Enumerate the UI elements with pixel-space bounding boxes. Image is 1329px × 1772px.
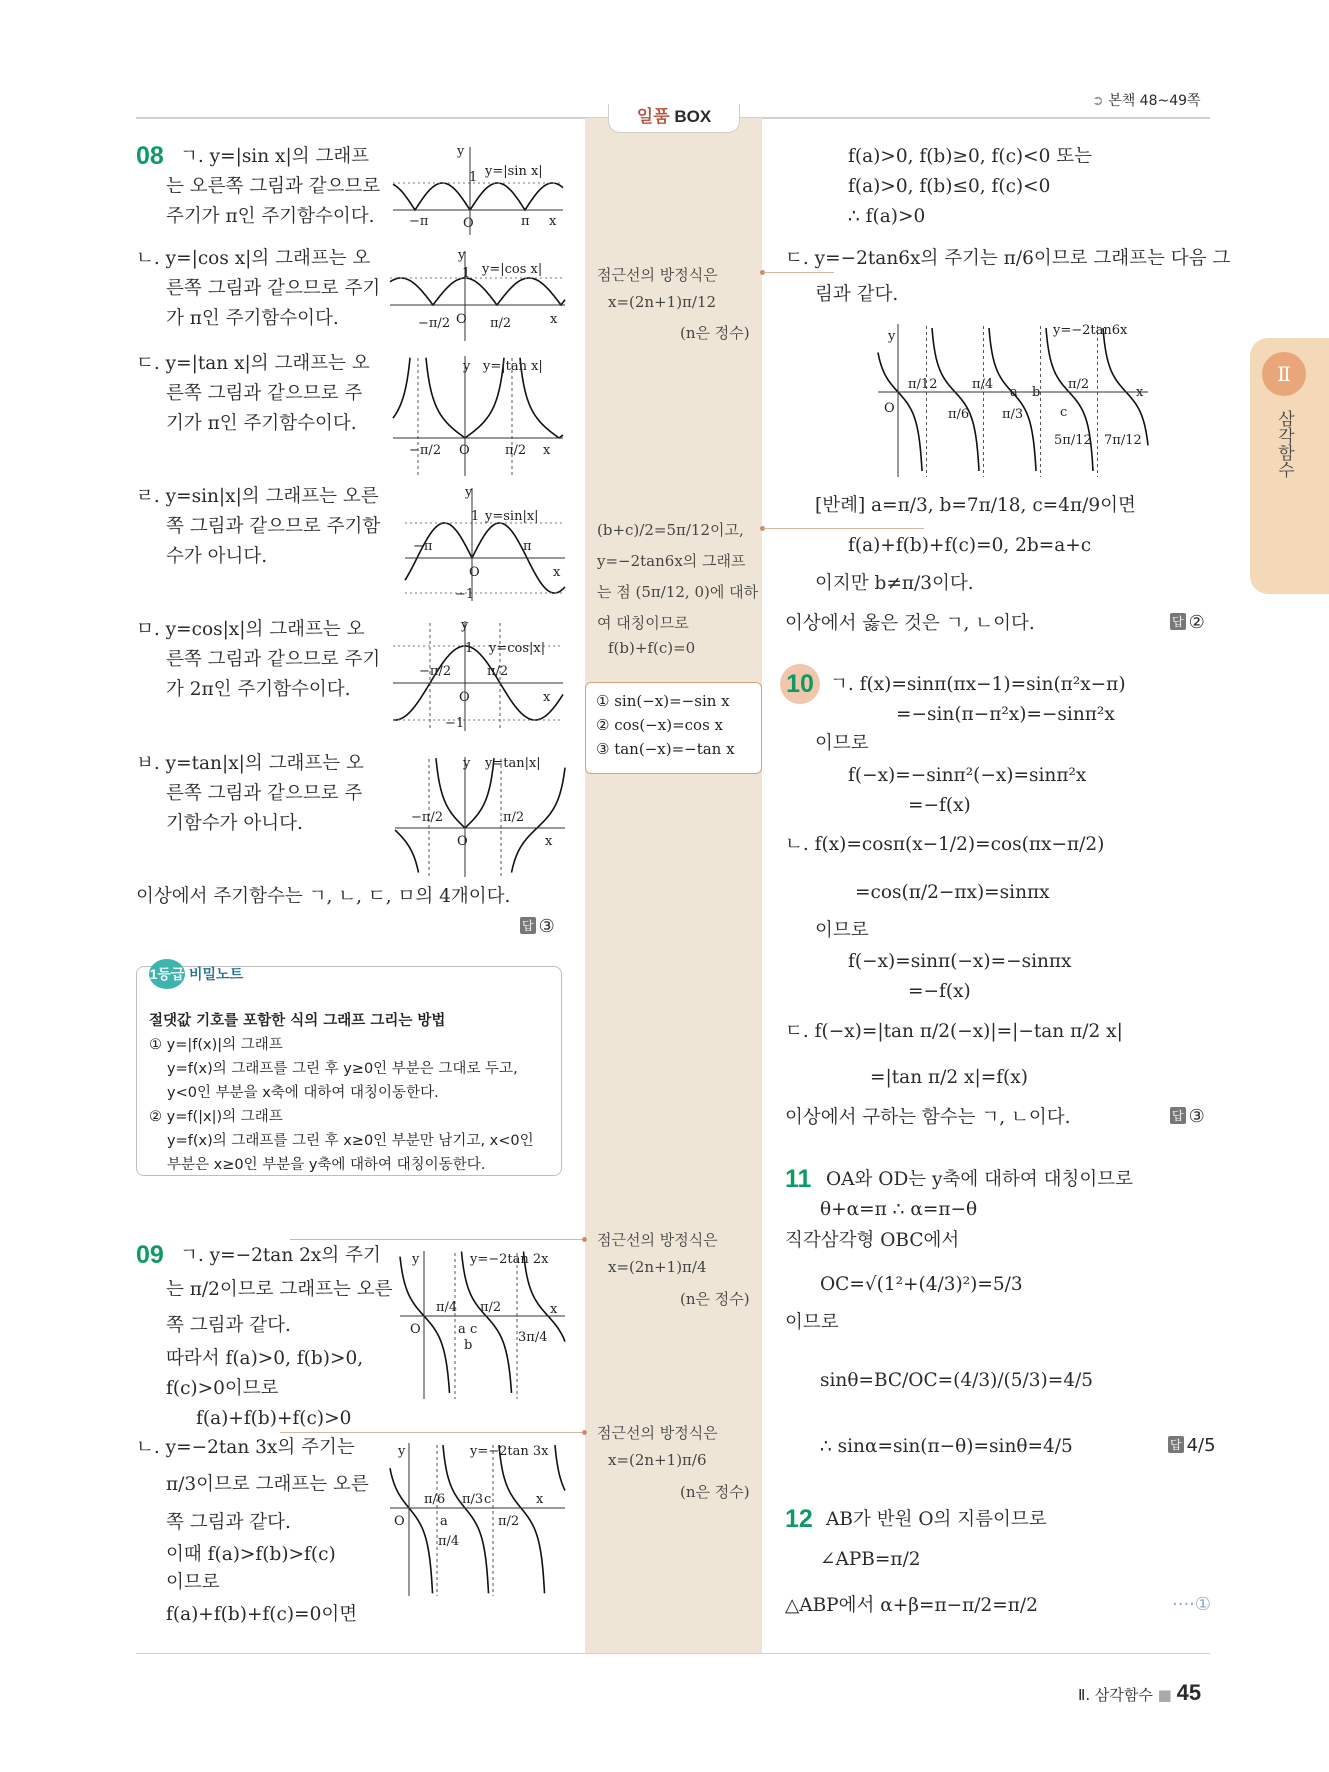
text-line: 림과 같다. [815, 284, 899, 305]
text-line: 쪽 그림과 같다. [166, 1315, 291, 1336]
problem-number-10: 10 [780, 664, 820, 704]
note-heading: 절댓값 기호를 포함한 식의 그래프 그리는 방법 [149, 1013, 446, 1029]
problem-number-12: 12 [785, 1505, 813, 1533]
text-line: f(a)>0, f(b)≥0, f(c)<0 또는 [848, 146, 1093, 167]
curve-label: y=tan|x| [485, 756, 541, 771]
problem-number-11: 11 [785, 1165, 812, 1193]
text-line: 이므로 [785, 1312, 839, 1333]
function-curve [390, 1445, 565, 1593]
tick-label: π/6 [948, 407, 970, 422]
tick-label: π/6 [424, 1492, 446, 1507]
text-line: AB가 반원 O의 지름이므로 [826, 1509, 1047, 1530]
point-label: c [470, 1322, 478, 1337]
summary-line: 이상에서 구하는 함수는 ㄱ, ㄴ이다. [785, 1107, 1071, 1128]
footer-chapter: Ⅱ. 삼각함수 [1078, 1686, 1153, 1704]
text-line: ㄴ. y=|cos x|의 그래프는 오 [136, 248, 371, 269]
text-line: f(a)+f(b)+f(c)>0 [196, 1408, 352, 1429]
axis-label: y [412, 1252, 420, 1267]
text-line: 이므로 [815, 733, 869, 754]
text-line: 가 π인 주기함수이다. [166, 308, 339, 329]
tick-label: −π/2 [418, 316, 451, 331]
text-line: 른쪽 그림과 같으므로 주기 [166, 278, 381, 299]
tick-label: −π [413, 539, 433, 554]
summary-line: 이상에서 옳은 것은 ㄱ, ㄴ이다. [785, 613, 1035, 634]
text-line: 른쪽 그림과 같으므로 주 [166, 383, 363, 404]
answer-value: ② [1188, 612, 1205, 633]
point-label: b [464, 1338, 473, 1353]
text-line: θ+α=π ∴ α=π−θ [820, 1199, 978, 1220]
answer-value: ③ [538, 916, 555, 937]
tick-label: π/12 [908, 377, 938, 392]
leader-line [764, 272, 834, 273]
tick-label: π/2 [505, 443, 527, 458]
graph-abs-cos [390, 249, 565, 341]
answer-10 [1170, 1106, 1205, 1127]
text-line: 쪽 그림과 같다. [166, 1512, 291, 1533]
text-line: ㄷ. f(−x)=|tan π/2(−x)|=|−tan π/2 x| [785, 1021, 1123, 1042]
axis-label: y [463, 756, 471, 771]
text-line: =−f(x) [908, 795, 971, 816]
leader-dot [582, 1430, 587, 1435]
tick-label: 7π/12 [1104, 433, 1142, 448]
text-line: 기가 π인 주기함수이다. [166, 413, 357, 434]
function-curve [400, 1252, 565, 1393]
note-line: 부분은 x≥0인 부분을 y축에 대하여 대칭이동한다. [167, 1157, 486, 1173]
text-line: 직각삼각형 OBC에서 [785, 1230, 960, 1251]
text-line: f(a)+f(b)+f(c)=0이면 [166, 1604, 358, 1625]
text-line: ㄷ. y=−2tan6x의 주기는 π/6이므로 그래프는 다음 그 [785, 248, 1231, 269]
point-label: c [484, 1492, 492, 1507]
leader-line [280, 1432, 582, 1433]
note-title: 비밀노트 [189, 966, 244, 982]
text-line: ㄹ. y=sin|x|의 그래프는 오른 [136, 486, 379, 507]
text-line: f(c)>0이므로 [166, 1378, 279, 1399]
curve-label: y=|cos x| [482, 262, 543, 277]
answer-icon: 답 [522, 919, 534, 933]
leader-line [764, 528, 924, 529]
point-label: c [1060, 405, 1068, 420]
function-curve [393, 183, 563, 210]
axis-label: y [465, 485, 473, 500]
tick-label: π/2 [490, 316, 512, 331]
tick-label: π/2 [487, 664, 509, 679]
graph-abs-tan [393, 354, 563, 476]
formula: ② cos(−x)=cos x [596, 716, 724, 734]
tick-label: −π/2 [411, 810, 444, 825]
text-line: [반례] a=π/3, b=7π/18, c=4π/9이면 [815, 495, 1136, 516]
axis-label: x [545, 834, 553, 849]
text-line: 는 π/2이므로 그래프는 오른 [166, 1279, 393, 1300]
axis-label: x [550, 1302, 558, 1317]
text-line: =cos(π/2−πx)=sinπx [855, 882, 1050, 903]
tick-label: 1 [462, 266, 471, 281]
tick-label: −π/2 [419, 664, 452, 679]
graph-tan-abs-x [395, 755, 565, 877]
tick-label: −1 [445, 716, 465, 731]
text-line: f(−x)=sinπ(−x)=−sinπx [848, 951, 1072, 972]
text-line: f(−x)=−sinπ²(−x)=sinπ²x [848, 765, 1087, 786]
tick-label: 1 [469, 170, 478, 185]
axis-label: y [888, 329, 896, 344]
side-note: 여 대칭이므로 [597, 614, 689, 632]
secret-note-box [136, 966, 562, 1176]
text-line: OA와 OD는 y축에 대하여 대칭이므로 [826, 1169, 1133, 1190]
graph-sin-abs-x [405, 486, 565, 601]
text-line: ㄱ. y=|sin x|의 그래프 [180, 146, 370, 167]
text-line: ∠APB=π/2 [820, 1549, 921, 1570]
side-note: 점근선의 방정식은 [597, 1231, 718, 1249]
origin-label: O [394, 1514, 405, 1529]
side-note: y=−2tan6x의 그래프 [597, 552, 746, 570]
answer-icon: 답 [1170, 1438, 1182, 1452]
tick-label: −1 [455, 587, 475, 602]
book-reference [1092, 90, 1201, 110]
side-note: x=(2n+1)π/6 [608, 1451, 707, 1469]
answer-08 [520, 916, 555, 937]
text-line: 른쪽 그림과 같으므로 주기 [166, 649, 381, 670]
text-line: 는 오른쪽 그림과 같으므로 [166, 176, 381, 197]
point-label: b [1032, 385, 1041, 400]
curve-label: y=cos|x| [489, 641, 546, 656]
text-line: 쪽 그림과 같으므로 주기함 [166, 516, 381, 537]
side-note: (n은 정수) [680, 1483, 750, 1501]
chapter-number: Ⅱ [1262, 352, 1306, 396]
text-line: 주기가 π인 주기함수이다. [166, 206, 375, 227]
formula: ① sin(−x)=−sin x [596, 692, 730, 710]
text-line: f(a)+f(b)+f(c)=0, 2b=a+c [848, 535, 1092, 556]
text-line: ㅂ. y=tan|x|의 그래프는 오 [136, 753, 364, 774]
point-label: a [440, 1514, 448, 1529]
tick-label: 3π/4 [518, 1330, 548, 1345]
graph-neg2tan2x [400, 1249, 565, 1399]
tick-label: π/2 [1068, 377, 1090, 392]
chapter-title: 삼각함수 [1274, 410, 1294, 478]
tick-label: 1 [471, 509, 480, 524]
arrow-circle-icon: ➲ [1092, 93, 1109, 109]
grade-badge: 1등급 [149, 959, 185, 989]
answer-09 [1170, 612, 1205, 633]
point-label: a [458, 1322, 466, 1337]
text-line: ∴ f(a)>0 [848, 206, 926, 227]
tick-label: π [521, 214, 530, 229]
bottom-rule [136, 1653, 1210, 1654]
box-label-b: BOX [674, 107, 712, 126]
axis-label: x [1136, 385, 1144, 400]
text-line: π/3이므로 그래프는 오른 [166, 1474, 369, 1495]
text-line: 이므로 [815, 920, 869, 941]
axis-label: x [553, 565, 561, 580]
tick-label: π [523, 539, 532, 554]
origin-label: O [459, 443, 470, 458]
graph-neg2tan3x [390, 1441, 565, 1596]
origin-label: O [884, 401, 895, 416]
text-line: 른쪽 그림과 같으므로 주 [166, 783, 363, 804]
text-line: =−sin(π−π²x)=−sinπ²x [896, 704, 1115, 725]
axis-label: y [398, 1444, 406, 1459]
tick-label: π/4 [972, 377, 994, 392]
axis-label: x [543, 690, 551, 705]
text-line: ∴ sinα=sin(π−θ)=sinθ=4/5 [820, 1436, 1073, 1457]
note-line: y=f(x)의 그래프를 그린 후 y≥0인 부분은 그대로 두고, [167, 1061, 518, 1077]
curve-label: y=−2tan 3x [470, 1444, 549, 1459]
origin-label: O [469, 565, 480, 580]
tick-label: π/2 [498, 1514, 520, 1529]
text-line: 수가 아니다. [166, 546, 268, 567]
equation-number-icon: ① [1194, 1594, 1212, 1615]
problem-number-09: 09 [136, 1241, 164, 1269]
answer-11 [1168, 1435, 1216, 1456]
continuation-dots: ···· [1172, 1594, 1195, 1615]
box-tab [608, 104, 740, 133]
side-note: 점근선의 방정식은 [597, 1424, 718, 1442]
note-line: y<0인 부분을 x축에 대하여 대칭이동한다. [167, 1085, 439, 1101]
text-line: 가 2π인 주기함수이다. [166, 679, 351, 700]
text-line: 이므로 [166, 1572, 220, 1593]
text-line: 기함수가 아니다. [166, 813, 303, 834]
origin-label: O [457, 834, 468, 849]
axis-label: y [461, 618, 469, 633]
leader-dot [582, 1237, 587, 1242]
formula-box [585, 682, 762, 774]
text-line: f(a)>0, f(b)≤0, f(c)<0 [848, 176, 1051, 197]
tick-label: π/4 [438, 1534, 460, 1549]
origin-label: O [463, 216, 474, 231]
point-label: a [1010, 385, 1018, 400]
text-line: =−f(x) [908, 981, 971, 1002]
page-number: 45 [1176, 1680, 1202, 1705]
curve-label: y=|tan x| [483, 359, 543, 374]
tick-label: −π/2 [409, 443, 442, 458]
function-curve [390, 278, 565, 305]
bullet-icon: ■ [1157, 1686, 1172, 1704]
graph-neg2tan6x [878, 322, 1148, 477]
note-line: y=f(x)의 그래프를 그린 후 x≥0인 부분만 남기고, x<0인 [167, 1133, 534, 1149]
axis-label: x [549, 214, 557, 229]
summary-line: 이상에서 주기함수는 ㄱ, ㄴ, ㄷ, ㅁ의 4개이다. [136, 886, 511, 907]
answer-icon: 답 [1172, 1109, 1184, 1123]
tick-label: 5π/12 [1054, 433, 1092, 448]
tick-label: π/3 [462, 1492, 484, 1507]
text-line: ㄱ. f(x)=sinπ(πx−1)=sin(π²x−π) [830, 674, 1126, 695]
origin-label: O [459, 690, 470, 705]
text-line: =|tan π/2 x|=f(x) [870, 1067, 1028, 1088]
note-line: ② y=f(|x|)의 그래프 [149, 1109, 283, 1125]
side-note: 점근선의 방정식은 [597, 266, 718, 284]
axis-label: y [458, 248, 466, 263]
chapter-side-tab[interactable] [1250, 338, 1329, 594]
tick-label: π/3 [1002, 407, 1024, 422]
graph-abs-sin [393, 145, 563, 235]
text-line: ㄷ. y=|tan x|의 그래프는 오 [136, 353, 370, 374]
text-line: sinθ=BC/OC=(4/3)/(5/3)=4/5 [820, 1370, 1094, 1391]
origin-label: O [410, 1322, 421, 1337]
curve-label: y=|sin x| [485, 164, 543, 179]
text-line: 이지만 b≠π/3이다. [815, 573, 974, 594]
text-line: ㄴ. f(x)=cosπ(x−1/2)=cos(πx−π/2) [785, 834, 1105, 855]
text-line: ㄴ. y=−2tan 3x의 주기는 [136, 1437, 355, 1458]
footer [1078, 1680, 1201, 1706]
curve-label: y=−2tan6x [1053, 323, 1128, 338]
page-reference: 본책 48~49쪽 [1108, 93, 1201, 109]
axis-label: x [550, 312, 558, 327]
axis-label: x [536, 1492, 544, 1507]
answer-icon: 답 [1172, 615, 1184, 629]
leader-line [290, 1239, 582, 1240]
tick-label: −π [409, 214, 429, 229]
text-line: OC=√(1²+(4/3)²)=5/3 [820, 1274, 1023, 1295]
axis-label: y [463, 359, 471, 374]
tick-label: π/4 [436, 1300, 458, 1315]
origin-label: O [456, 312, 467, 327]
graph-cos-abs-x [393, 619, 563, 731]
text-line: 따라서 f(a)>0, f(b)>0, [166, 1348, 364, 1369]
text-line: ㄱ. y=−2tan 2x의 주기 [180, 1245, 381, 1266]
formula: ③ tan(−x)=−tan x [596, 740, 735, 758]
side-note: x=(2n+1)π/12 [608, 293, 717, 311]
answer-value: 4/5 [1186, 1435, 1216, 1456]
note-line: ① y=|f(x)|의 그래프 [149, 1037, 283, 1053]
text-line: △ABP에서 α+β=π−π/2=π/2 [785, 1595, 1038, 1616]
tick-label: π/2 [480, 1300, 502, 1315]
box-label: 일품 [636, 107, 670, 126]
note-header [149, 959, 243, 989]
equation-ref [1172, 1594, 1211, 1615]
tick-label: π/2 [503, 810, 525, 825]
text-line: ㅁ. y=cos|x|의 그래프는 오 [136, 619, 365, 640]
axis-label: x [543, 443, 551, 458]
curve-label: y=sin|x| [485, 509, 539, 524]
side-note: (n은 정수) [680, 324, 750, 342]
answer-value: ③ [1188, 1106, 1205, 1127]
axis-label: y [457, 144, 465, 159]
side-note: (b+c)/2=5π/12이고, [597, 521, 744, 539]
side-note: x=(2n+1)π/4 [608, 1258, 707, 1276]
curve-label: y=−2tan 2x [470, 1252, 549, 1267]
side-note: f(b)+f(c)=0 [608, 639, 696, 657]
side-note: 는 점 (5π/12, 0)에 대하 [597, 583, 759, 601]
problem-number-08: 08 [136, 142, 164, 170]
side-note: (n은 정수) [680, 1290, 750, 1308]
text-line: 이때 f(a)>f(b)>f(c) [166, 1544, 336, 1565]
tick-label: 1 [465, 641, 474, 656]
